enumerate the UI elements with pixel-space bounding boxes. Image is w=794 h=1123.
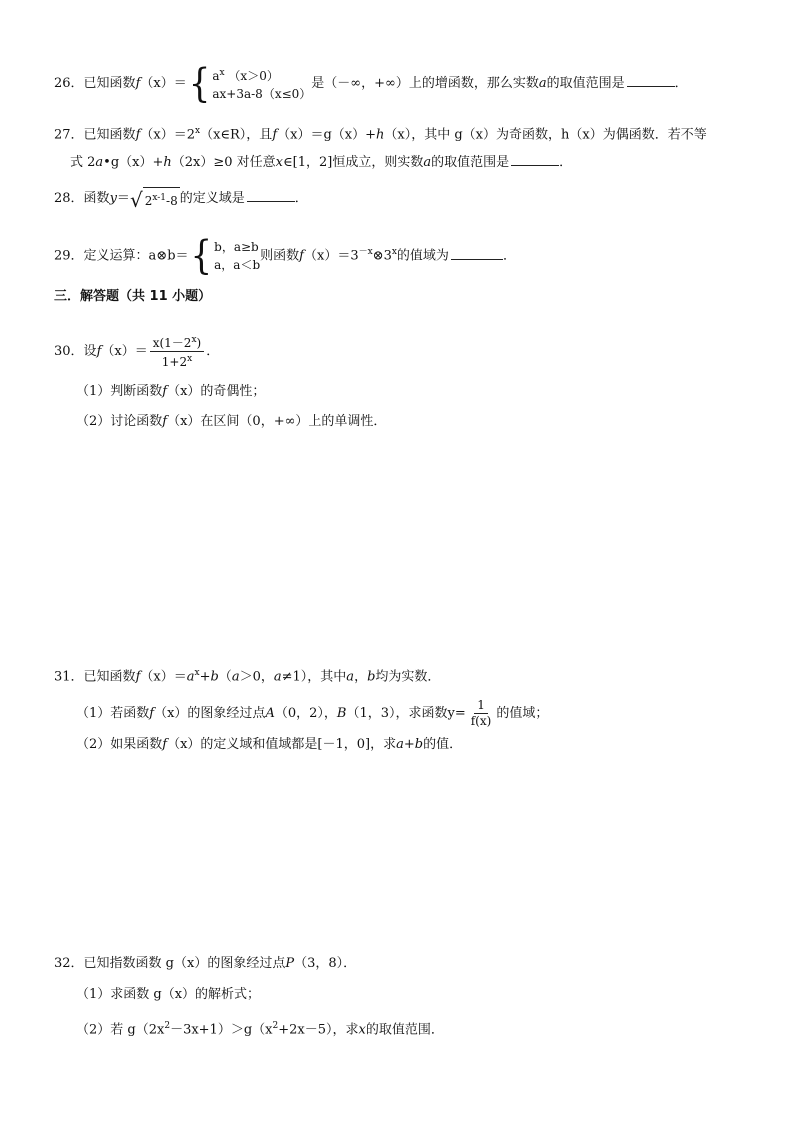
fraction: $\frac{1}{f(x)}$ [470, 698, 492, 728]
question-32-part-1: （1）求函数 g（x）的解析式； [76, 987, 261, 1002]
question-27-line-2: 式 2a•g（x）+h（2x）≥0 对任意x∈[1，2]恒成立，则实数a的取值范围是 ． [70, 155, 573, 170]
question-32: 32．已知指数函数 g（x）的图象经过点P（3，8）． [54, 956, 357, 971]
question-28: 28．函数y＝ √ 2$^{x-1}$-8 的定义域是 ． [54, 188, 308, 212]
answer-blank[interactable] [511, 153, 559, 166]
piecewise-operation: { b，a≥b a，a＜b [190, 233, 261, 279]
question-number: 30． [54, 344, 84, 359]
section-heading: 三．解答题（共 11 小题） [54, 289, 212, 304]
question-31-part-2: （2）如果函数f（x）的定义域和值域都是[－1，0]，求a+b的值． [76, 737, 463, 752]
left-brace: { [190, 233, 213, 279]
piecewise-function: { $a^x$ （x＞0） ax+3a-8（x≤0） [188, 60, 312, 107]
answer-blank[interactable] [627, 74, 675, 87]
question-number: 32． [54, 956, 84, 971]
question-number: 27． [54, 127, 84, 143]
question-26: 26．已知函数f（x）＝ { $a^x$ （x＞0） ax+3a-8（x≤0） 是（－∞，+∞）上的增函数，那么实数a的取值范围是 ． [54, 60, 688, 107]
question-31-part-1: （1）若函数f（x）的图象经过点A（0，2），B（1，3），求函数y= $\frac{1}{f(x)}$ 的值域； [76, 698, 549, 728]
question-number: 26． [54, 76, 84, 91]
question-number: 29． [54, 248, 84, 264]
question-30-part-1: （1）判断函数f（x）的奇偶性； [76, 384, 266, 399]
question-number: 28． [54, 191, 84, 206]
left-brace: { [188, 60, 211, 107]
question-30: 30．设f（x）＝ $\frac{x(1-2^x)}{1+2^x}$ ． [54, 335, 220, 369]
question-number: 31． [54, 669, 84, 685]
question-29: 29．定义运算：a⊗b＝ { b，a≥b a，a＜b 则函数$f(x)=3^{-x}\otimes 3^x$的值域为 ． [54, 233, 516, 279]
question-32-part-2: （2）若 $g(2x^2-3x+1)>g(x^2+2x-5)$，求x的取值范围． [76, 1021, 444, 1038]
radical-sign: √ [129, 188, 143, 212]
question-31: 31．已知函数$f(x)=a^x+b(a>0$，a≠1），其中a，b均为实数． [54, 668, 441, 685]
square-root: √ 2$^{x-1}$-8 [129, 188, 178, 212]
fraction: $\frac{x(1-2^x)}{1+2^x}$ [150, 333, 205, 370]
answer-blank[interactable] [451, 247, 503, 260]
question-30-part-2: （2）讨论函数f（x）在区间（0，+∞）上的单调性． [76, 414, 387, 429]
answer-blank[interactable] [247, 189, 295, 202]
question-27-line-1: 27．已知函数$f(x)=2^x(x\in R)$，且f（x）＝g（x）+h（x），其中 g（x）为奇函数，h（x）为偶函数．若不等 [54, 126, 707, 143]
